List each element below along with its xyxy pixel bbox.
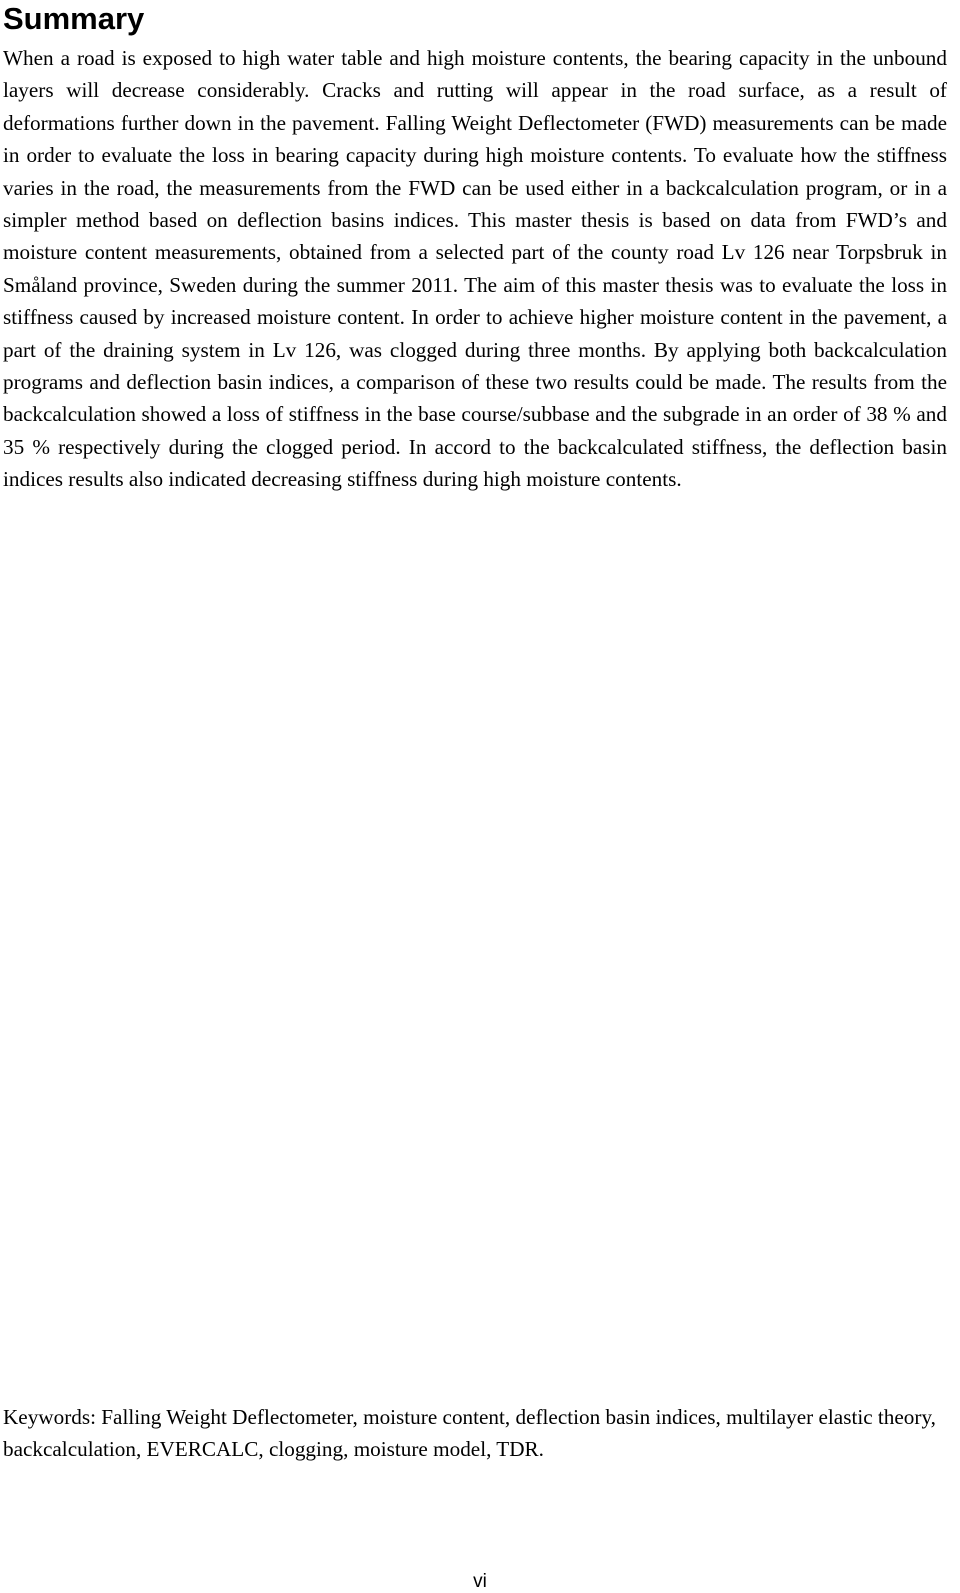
page-number: vi — [473, 1571, 487, 1592]
summary-paragraph: When a road is exposed to high water table and high moisture contents, the bearing capacity in the unbound layers will decrease considerably. Cracks and rutting will appear in the road surface, as a result of deformations further down in the pavement. Falling Weight Deflectometer (FWD) measurements can be made in order to evaluate the loss in bearing capacity during high moisture contents. To evaluate how the stiffness varies in the road, the measurements from the FWD can be used either in a backcalculation program, or in a simpler method based on deflection basins indices. This master thesis is based on data from FWD’s and moisture content measurements, obtained from a selected part of the county road Lv 126 near Torpsbruk in Småland province, Sweden during the summer 2011. The aim of this master thesis was to evaluate the loss in stiffness caused by increased moisture content. In order to achieve higher moisture content in the pavement, a part of the draining system in Lv 126, was clogged during three months. By applying both backcalculation programs and deflection basin indices, a comparison of these two results could be made. The results from the backcalculation showed a loss of stiffness in the base course/subbase and the subgrade in an order of 38 % and 35 % respectively during the clogged period. In accord to the backcalculated stiffness, the deflection basin indices results also indicated decreasing stiffness during high moisture contents. — [3, 46, 947, 492]
section-heading-summary: Summary — [3, 1, 145, 36]
keywords-paragraph: Keywords: Falling Weight Deflectometer, moisture content, deflection basin indices, multilayer elastic theory, backcalculation, EVERCALC, clogging, moisture model, TDR. — [3, 1405, 936, 1462]
